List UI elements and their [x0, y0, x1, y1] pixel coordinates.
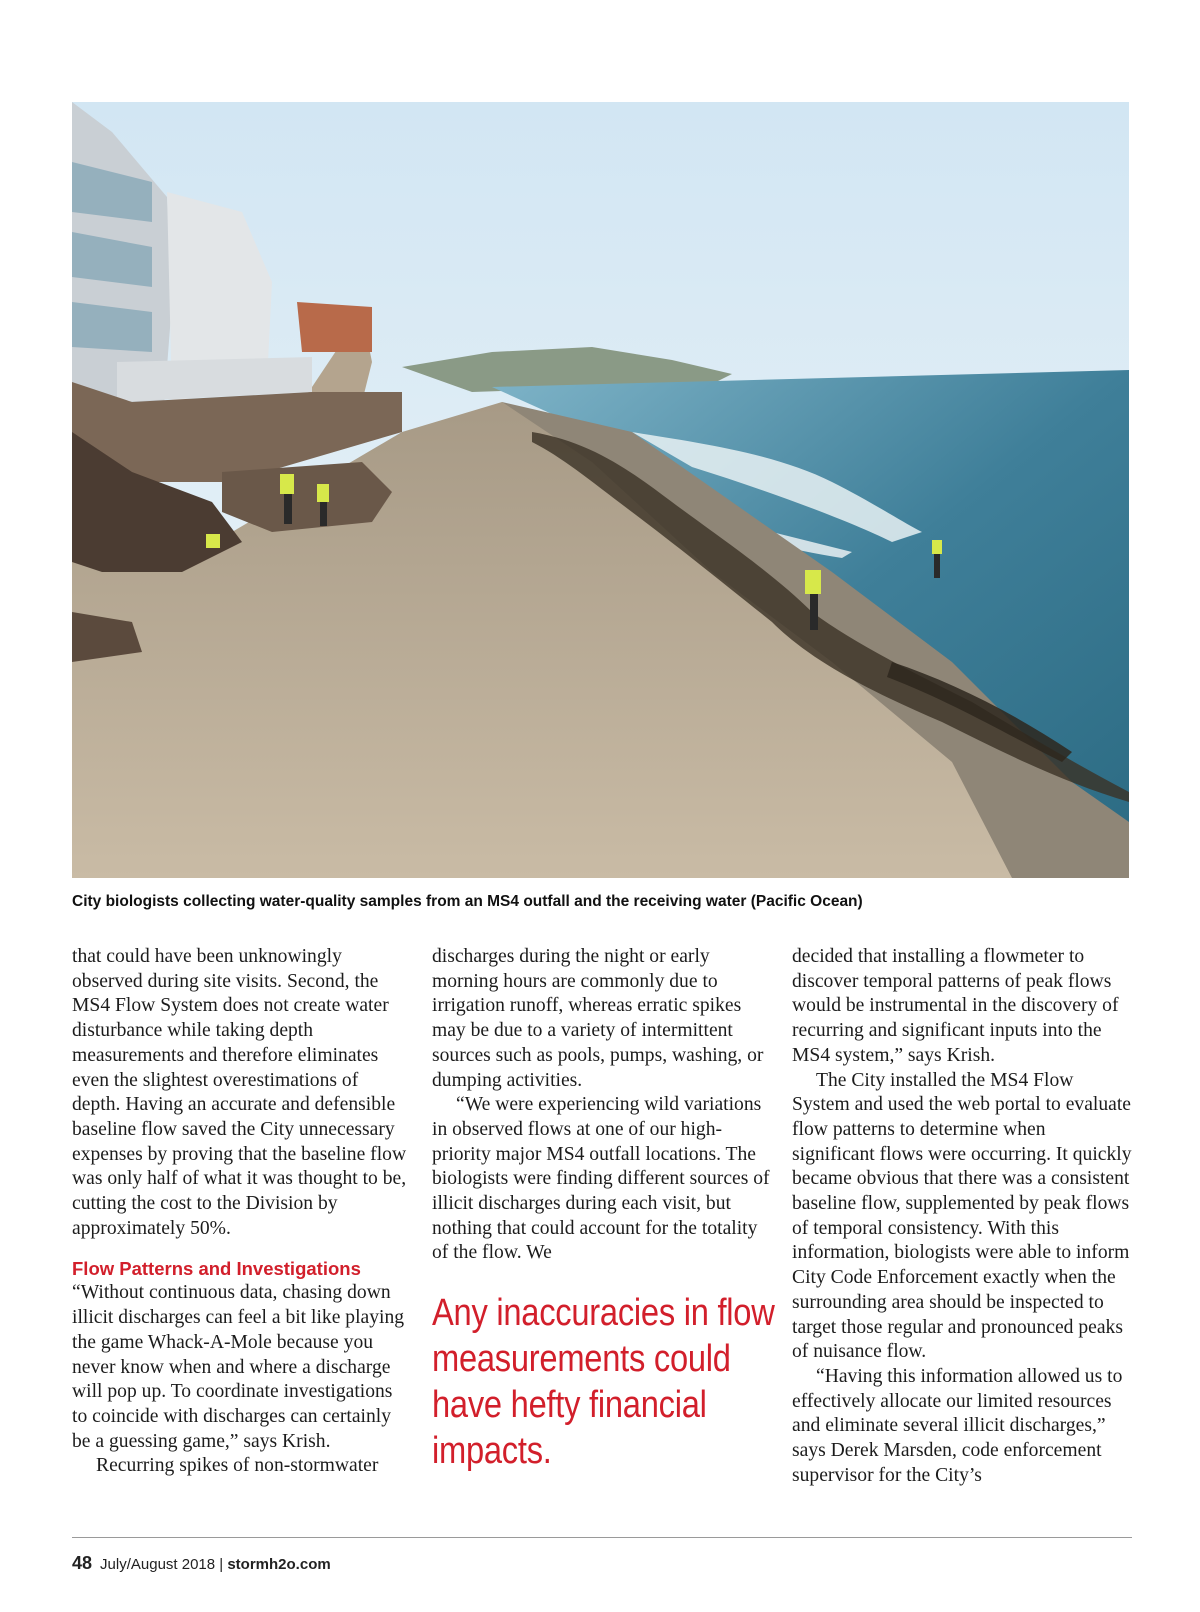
column3-paragraph-3: “Having this information allowed us to effectively allocate our limited resources and eliminate several illicit discharges,” says Derek Marsden, code enforcement supervisor for the City’s [792, 1365, 1123, 1486]
page-number: 48 [72, 1553, 93, 1573]
text-column-1 [72, 945, 407, 1479]
pull-quote: Any inaccuracies in flow measurements could have hefty financial impacts. [432, 1292, 775, 1472]
text-column-3 [792, 945, 1132, 1488]
section-subhead: Flow Patterns and Investigations [72, 1258, 361, 1280]
beach-photo-illustration [72, 102, 1129, 878]
site-link[interactable]: stormh2o.com [227, 1556, 331, 1573]
column1-paragraph-1: that could have been unknowingly observed during site visits. Second, the MS4 Flow System does not create water disturbance while taking depth measurements and therefore eliminates even the slightest overestimations of depth. Having an accurate and defensible baseline flow saved the City unnecessary expenses by proving that the baseline flow was only half of what it was thought to be, cutting the cost to the Division by approximately 50%. [72, 946, 407, 1239]
issue-date: July/August 2018 | [100, 1556, 228, 1573]
column3-paragraph-1: decided that installing a flowmeter to discover temporal patterns of peak flows would be instrumental in the discovery of recurring and significant inputs into the MS4 system,” says Krish. [792, 946, 1119, 1066]
column2-paragraph-1: discharges during the night or early morning hours are commonly due to irrigation runoff, whereas erratic spikes may be due to a variety of intermittent sources such as pools, pumps, washing, or dumping activities. [432, 946, 764, 1091]
photo-caption: City biologists collecting water-quality samples from an MS4 outfall and the receiving water (Pacific Ocean) [72, 893, 863, 910]
page-footer [72, 1553, 331, 1574]
column3-paragraph-2: The City installed the MS4 Flow System and used the web portal to evaluate flow patterns to determine when significant flows were occurring. It quickly became obvious that there was a consistent baseline flow, supplemented by peak flows of temporal consistency. With this information, biologists were able to inform City Code Enforcement exactly when the surrounding area should be inspected to target those regular and pronounced peaks of nuisance flow. [792, 1069, 1132, 1363]
column2-paragraph-2: “We were experiencing wild variations in observed flows at one of our high-priority major MS4 outfall locations. The biologists were finding different sources of illicit discharges during each visit, but nothing that could account for the totality of the flow. We [432, 1094, 770, 1264]
column1-paragraph-3: Recurring spikes of non-stormwater [96, 1455, 379, 1477]
beach-photo [72, 102, 1129, 878]
column1-paragraph-2: “Without continuous data, chasing down illicit discharges can feel a bit like playing the game Whack-A-Mole because you never know when and where a discharge will pop up. To coordinate investigations to coincide with discharges can certainly be a guessing game,” says Krish. [72, 1282, 405, 1452]
text-column-2 [432, 945, 772, 1266]
footer-divider [72, 1537, 1132, 1538]
